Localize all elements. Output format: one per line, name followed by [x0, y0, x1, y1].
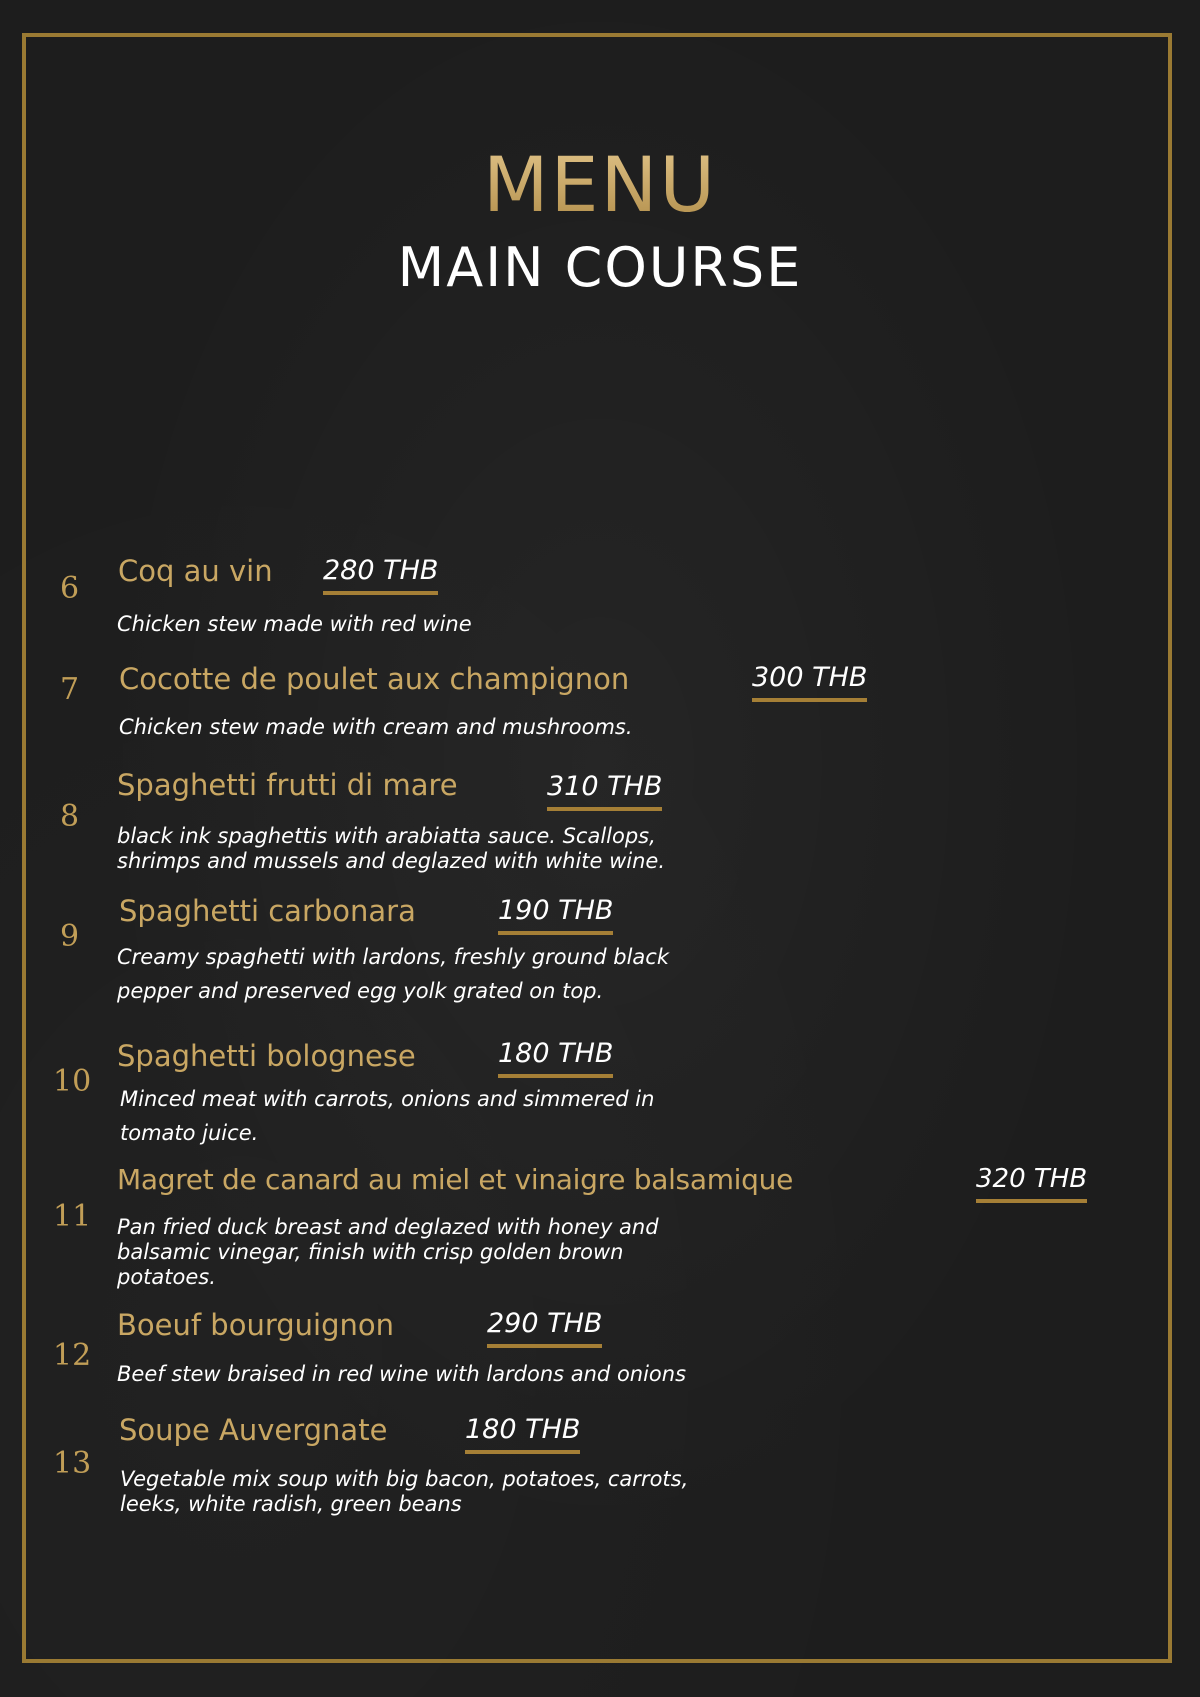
item-number: 12 [53, 1338, 92, 1373]
item-name: Spaghetti bolognese [117, 1039, 416, 1073]
description-line: Beef stew braised in red wine with lardons and onions [117, 1362, 687, 1386]
item-price: 190 THB [498, 893, 613, 935]
item-name: Coq au vin [118, 554, 273, 588]
item-price: 320 THB [976, 1161, 1087, 1203]
description-line: potatoes. [117, 1265, 216, 1289]
item-description [117, 1360, 686, 1388]
item-description [120, 1082, 654, 1150]
item-description [117, 824, 665, 874]
item-name: Soupe Auvergnate [119, 1413, 388, 1447]
item-number: 11 [53, 1199, 92, 1234]
item-name: Spaghetti frutti di mare [117, 768, 458, 802]
item-name: Cocotte de poulet aux champignon [119, 662, 630, 696]
item-name: Spaghetti carbonara [119, 894, 416, 928]
item-number: 9 [60, 919, 80, 954]
item-price: 290 THB [487, 1306, 602, 1348]
menu-title: MENU [0, 140, 1200, 230]
item-description [119, 713, 633, 741]
item-price: 300 THB [752, 660, 867, 702]
item-name: Magret de canard au miel et vinaigre balsamique [117, 1163, 794, 1196]
item-description [120, 1467, 688, 1517]
item-price: 280 THB [323, 553, 438, 595]
description-line: pepper and preserved egg yolk grated on top. [117, 979, 604, 1003]
item-description [117, 610, 472, 638]
menu-subtitle: MAIN COURSE [397, 236, 803, 299]
item-number: 7 [60, 672, 80, 707]
item-number: 6 [60, 571, 80, 606]
item-number: 8 [60, 799, 80, 834]
description-line: tomato juice. [120, 1121, 259, 1145]
description-line: Chicken stew made with red wine [117, 612, 472, 636]
item-number: 13 [53, 1446, 92, 1481]
item-price: 180 THB [465, 1412, 580, 1454]
item-number: 10 [53, 1064, 92, 1099]
description-line: Pan fried duck breast and deglazed with honey and [117, 1215, 659, 1239]
description-line: Minced meat with carrots, onions and simmered in [120, 1087, 655, 1111]
description-line: Vegetable mix soup with big bacon, potatoes, carrots, [120, 1467, 689, 1491]
description-line: black ink spaghettis with arabiatta sauce. Scallops, [117, 824, 656, 848]
item-name: Boeuf bourguignon [117, 1308, 394, 1342]
item-description [117, 940, 669, 1008]
description-line: shrimps and mussels and deglazed with white wine. [117, 849, 666, 873]
item-price: 310 THB [547, 769, 662, 811]
description-line: leeks, white radish, green beans [120, 1492, 462, 1516]
description-line: Creamy spaghetti with lardons, freshly ground black [117, 945, 669, 969]
item-price: 180 THB [498, 1036, 613, 1078]
description-line: Chicken stew made with cream and mushrooms. [119, 715, 633, 739]
description-line: balsamic vinegar, finish with crisp golden brown [117, 1240, 624, 1264]
item-description [117, 1215, 659, 1290]
